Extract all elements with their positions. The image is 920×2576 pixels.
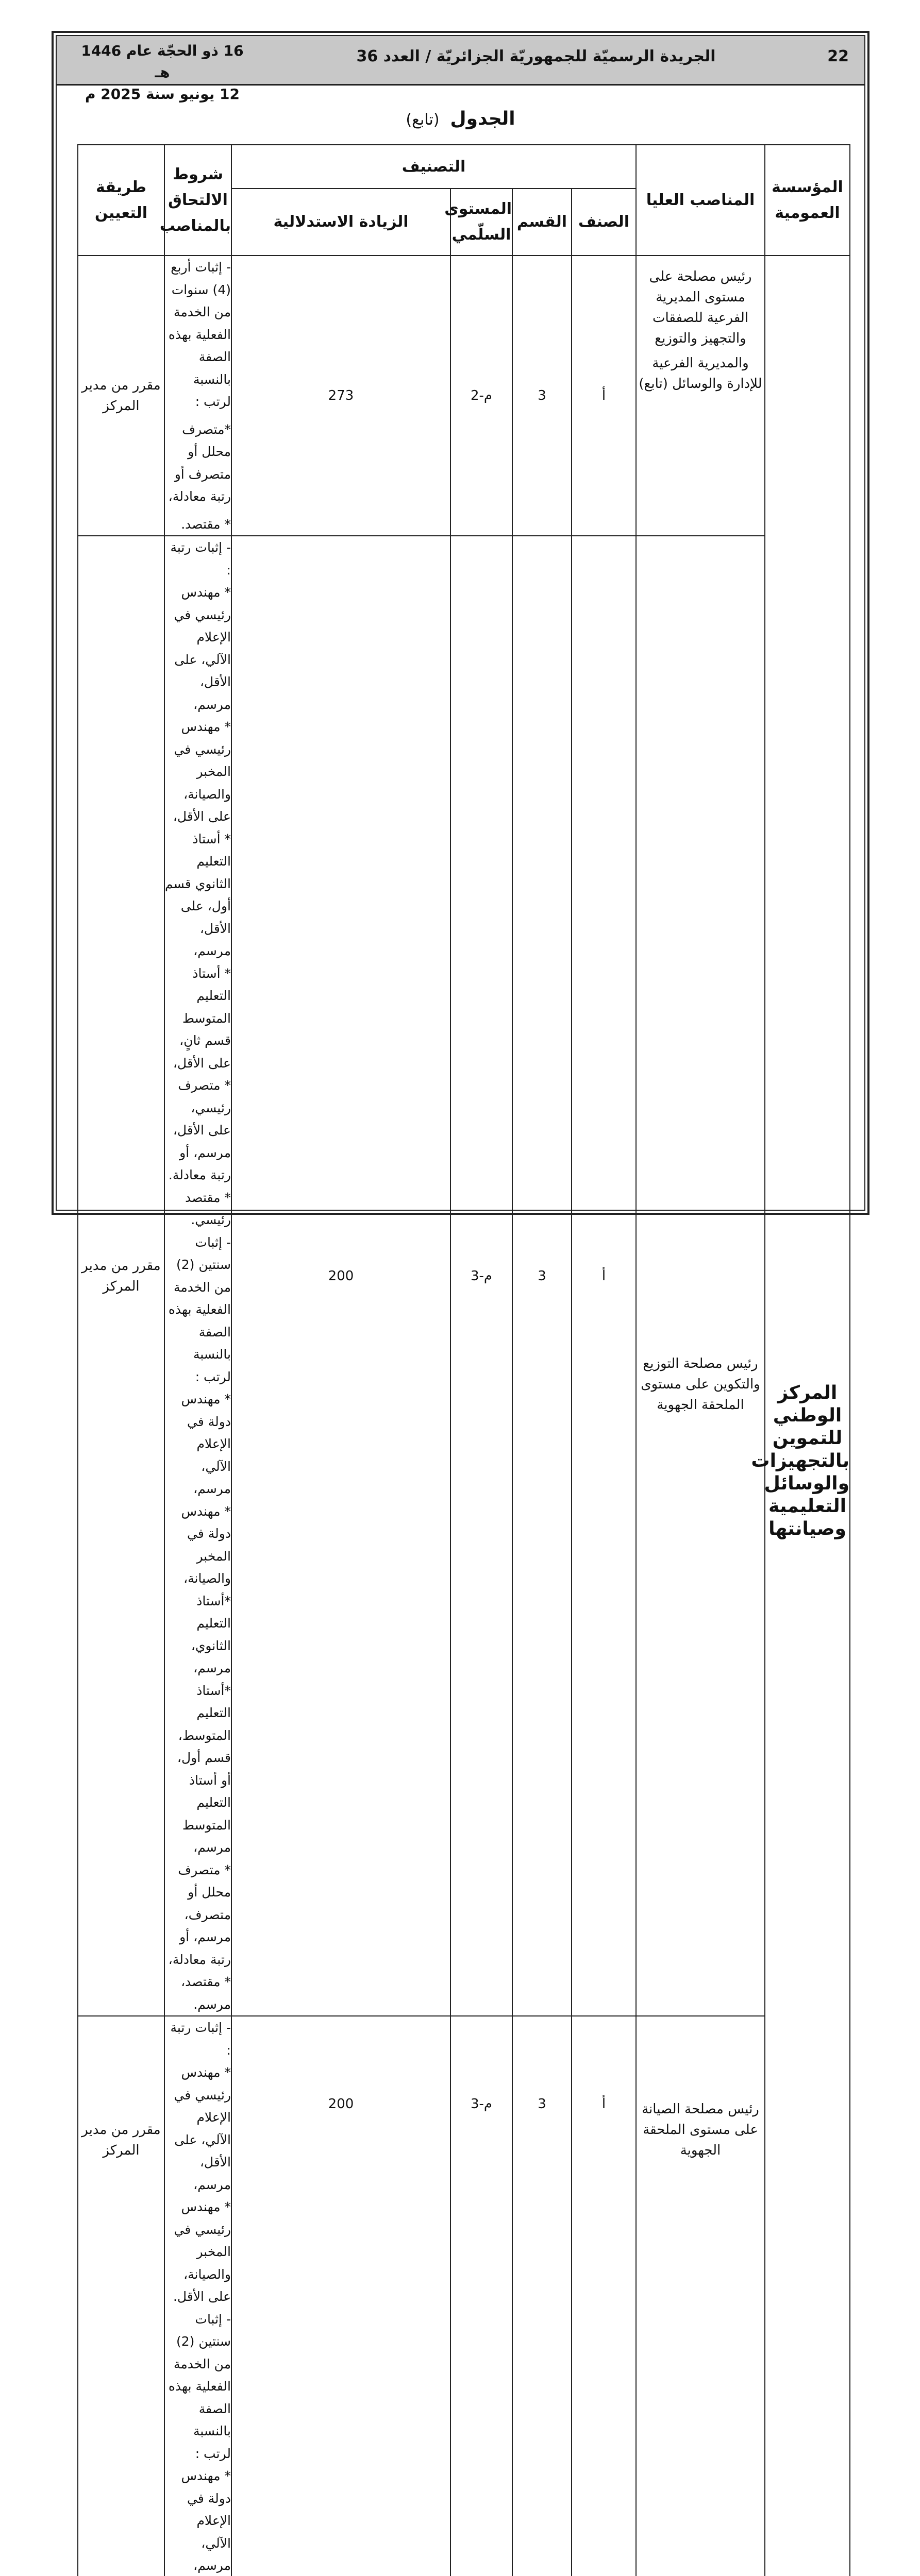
condition-line: * متصرف رئيسي، على الأقل، مرسم، أو رتبة معادلة. [168,1078,231,1182]
conditions-cell [164,2016,231,2576]
condition-line: * مهندس رئيسي في الإعلام الآلي، على الأقل، مرسم، [174,2065,231,2192]
condition-line: - إثبات رتبة : [170,2020,231,2058]
condition-line: * مهندس رئيسي في المخبر والصيانة، على الأقل. [173,2199,231,2304]
conditions-cell [164,256,231,536]
condition-line: * مهندس رئيسي في الإعلام الآلي، على الأقل، مرسم، [174,585,231,712]
page-number: 22 [827,47,849,65]
condition-line: * مهندس دولة في الإعلام الآلي، مرسم، [181,1392,231,1496]
condition-line: * مهندس دولة في المخبر والصيانة، [181,1503,231,1586]
category-cell: أ [572,2016,636,2576]
position-text: رئيس مصلحة على مستوى المديرية الفرعية للصفقات والتجهيز والتوزيع [649,269,752,346]
condition-line: - إثبات رتبة : [170,540,231,578]
section-cell: 3 [512,536,572,2016]
condition-line: * مقتصد رئيسي. [185,1190,231,1227]
institution-cell [751,256,850,2576]
header-index: الزيادة الاستدلالية [231,189,450,256]
condition-line: * مهندس رئيسي في المخبر والصيانة، على الأقل، [173,719,231,824]
condition-line: *أستاذ التعليم المتوسط، قسم أول، أو أستاذ التعليم المتوسط مرسم، [177,1683,231,1855]
header-section: القسم [512,189,572,256]
section-cell: 3 [512,2016,572,2576]
condition-line: * أستاذ التعليم الثانوي قسم أول، على الأقل، مرسم، [164,831,231,958]
condition-line: - إثبات أربع (4) سنوات من الخدمة الفعلية بهذه الصفة بالنسبة لرتب : [168,260,231,409]
header-appointment: طريقة التعيين [78,145,164,256]
index-cell: 200 [231,2016,450,2576]
table-caption [57,108,864,129]
appointment-cell: مقرر من مدير المركز [78,2016,164,2576]
table-row [78,256,850,536]
index-cell: 200 [231,536,450,2016]
caption-title: الجدول [450,108,515,129]
gazette-title: الجريدة الرسميّة للجمهوريّة الجزائريّة / العدد 36 [356,47,716,65]
page-header [57,36,864,103]
condition-line: - إثبات سنتين (2) من الخدمة الفعلية بهذه الصفة بالنسبة لرتب : [168,2311,231,2461]
condition-line: * أستاذ التعليم المتوسط قسم ثانٍ، على الأقل، [173,965,231,1071]
positions-table [77,144,850,2576]
header-position: المناصب العليا [636,145,765,256]
conditions-cell [164,536,231,2016]
condition-line: * مهندس دولة في الإعلام الآلي، مرسم، [181,2468,231,2573]
category-cell: أ [572,256,636,536]
date-hijri: 16 ذو الحجّة عام 1446 هـ [81,42,244,81]
header-institution: المؤسسة العمومية [765,145,850,256]
header-category: الصنف [572,189,636,256]
level-cell: م-3 [450,536,512,2016]
category-cell: أ [572,536,636,2016]
table-row [78,536,850,2016]
position-cell [636,256,765,536]
position-cell [636,536,765,2016]
caption-subtitle: (تابع) [406,111,440,129]
level-cell: م-3 [450,2016,512,2576]
level-cell: م-2 [450,256,512,536]
position-text: رئيس مصلحة التوزيع والتكوين على مستوى الملحقة الجهوية [641,1355,760,1413]
institution-name: المركز الوطني للتموين بالتجهيزات والوسائل التعليمية وصيانتها [751,1382,849,1540]
position-text: رئيس مصلحة الصيانة على مستوى الملحقة الجهوية [642,2102,759,2158]
condition-line: * متصرف محلل أو متصرف، مرسم، أو رتبة معادلة، [168,1862,231,1967]
index-cell: 273 [231,256,450,536]
appointment-cell: مقرر من مدير المركز [78,536,164,2016]
header-classification: التصنيف [231,145,636,189]
date-gregorian: 12 يونيو سنة 2025 م [85,86,240,103]
appointment-cell: مقرر من مدير المركز [78,256,164,536]
condition-line: *أستاذ التعليم الثانوي، مرسم، [191,1593,231,1675]
header-dates [77,40,247,105]
header-row-1 [78,145,850,189]
position-cell [636,2016,765,2576]
condition-line: * مقتصد. [181,516,231,532]
condition-line: *متصرف محلل أو متصرف أو رتبة معادلة، [168,421,231,504]
header-level: المستوى السلّمي [450,189,512,256]
table-row [78,2016,850,2576]
section-cell: 3 [512,256,572,536]
header-conditions: شروط الالتحاق بالمناصب [164,145,231,256]
condition-line: - إثبات سنتين (2) من الخدمة الفعلية بهذه الصفة بالنسبة لرتب : [168,1234,231,1384]
position-text: والمديرية الفرعية للإدارة والوسائل (تابع) [639,355,762,392]
condition-line: * مقتصد، مرسم. [181,1974,231,2012]
